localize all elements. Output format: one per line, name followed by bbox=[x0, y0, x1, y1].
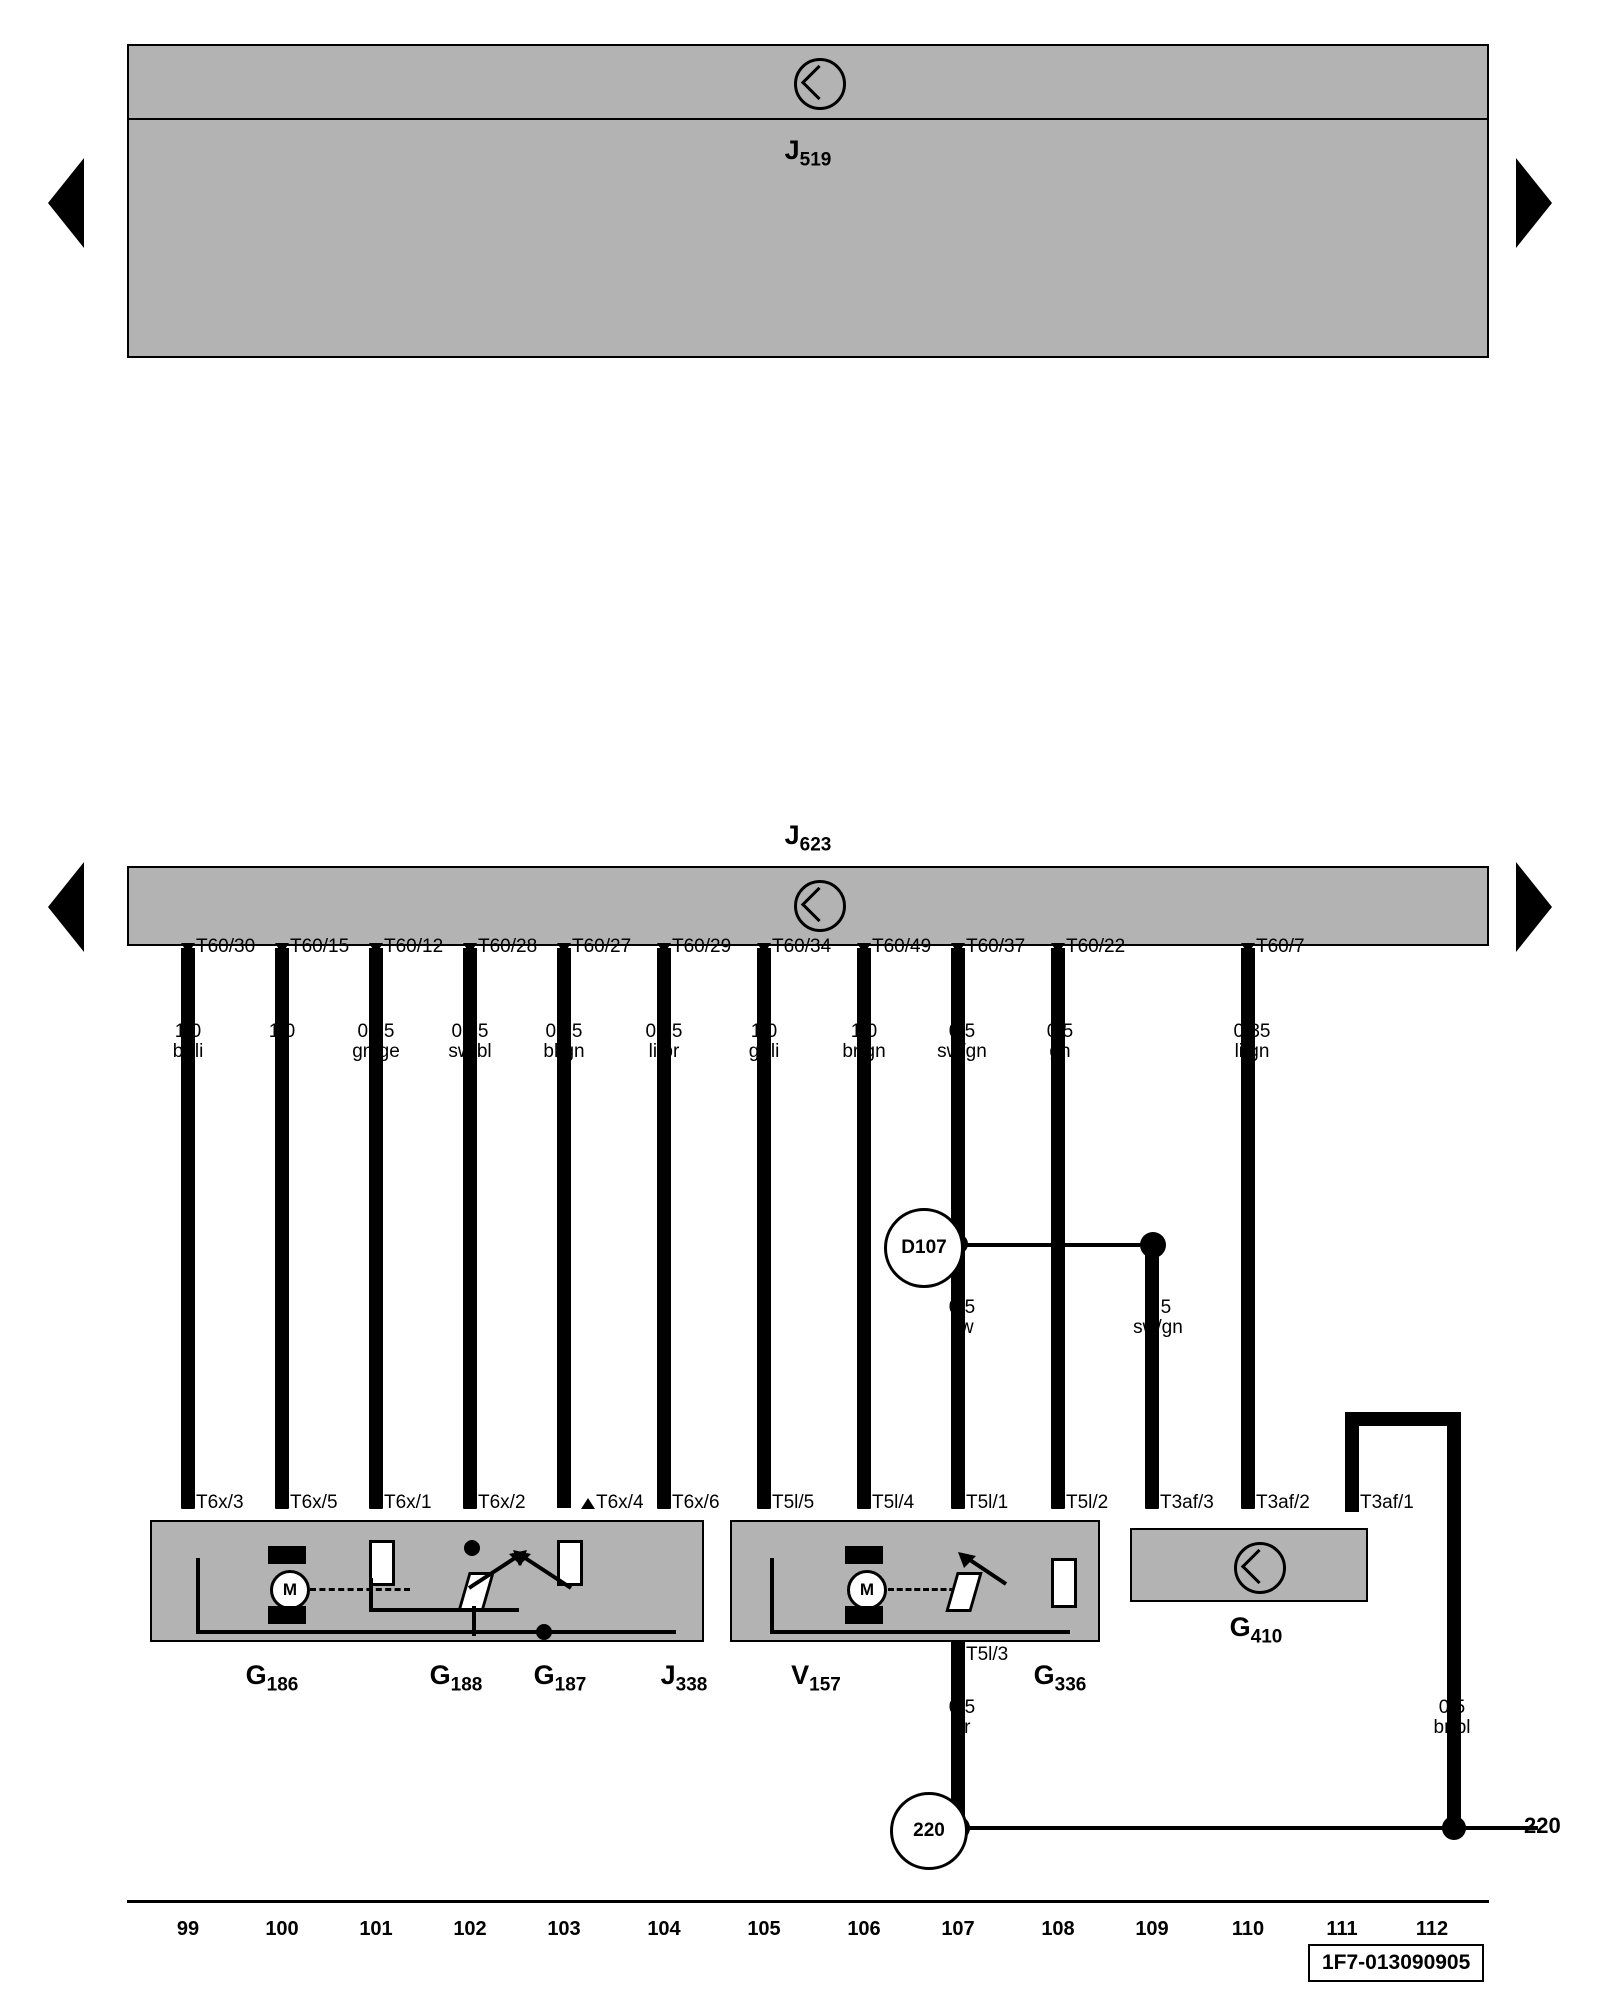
splice-link-line bbox=[945, 1243, 1160, 1247]
wire-spec bbox=[173, 1022, 204, 1062]
module-j623-sub: 623 bbox=[799, 834, 832, 856]
wire-size: 0,5 bbox=[948, 1697, 976, 1718]
wire-spec bbox=[646, 1022, 683, 1062]
internal-link bbox=[196, 1630, 676, 1634]
component-id: V bbox=[791, 1660, 810, 1690]
pin-arrow-icon bbox=[1051, 943, 1065, 954]
ground-point-label: 220 bbox=[913, 1820, 945, 1841]
wire-size: 0,35 bbox=[645, 1021, 683, 1042]
pin-label: T60/15 bbox=[290, 936, 350, 957]
relay-icon bbox=[1234, 1542, 1286, 1594]
motor-terminal bbox=[845, 1546, 883, 1564]
wire-trunk-right bbox=[1447, 1412, 1461, 1832]
footer-number: 101 bbox=[359, 1918, 393, 1940]
wire-color: br/bl bbox=[1433, 1717, 1471, 1738]
wire-color: li bbox=[277, 1041, 287, 1062]
resistor-symbol bbox=[1051, 1558, 1077, 1608]
component-sub: 186 bbox=[266, 1674, 299, 1696]
wire-spec bbox=[448, 1022, 491, 1062]
wire-color: sw bbox=[950, 1317, 974, 1338]
internal-link bbox=[770, 1630, 1070, 1634]
motor-terminal bbox=[845, 1606, 883, 1624]
component-id: G bbox=[245, 1660, 267, 1690]
wire-size: 0,5 bbox=[1438, 1697, 1466, 1718]
ground-ref-right-label: 220 bbox=[1524, 1813, 1561, 1838]
footer-number: 110 bbox=[1231, 1918, 1265, 1940]
footer-number: 112 bbox=[1415, 1918, 1449, 1940]
wire-size: 1,0 bbox=[268, 1021, 296, 1042]
pin-arrow-icon bbox=[181, 1498, 195, 1509]
junction-dot bbox=[536, 1624, 552, 1640]
wire-trunk bbox=[557, 1158, 571, 1508]
pin-arrow-icon bbox=[757, 943, 771, 954]
pin-label: T3af/1 bbox=[1360, 1492, 1414, 1513]
pin-label: T3af/3 bbox=[1160, 1492, 1214, 1513]
wire-trunk bbox=[1051, 948, 1065, 1238]
pin-label: T60/49 bbox=[872, 936, 932, 957]
module-j519-label bbox=[785, 135, 832, 171]
pin-arrow-icon bbox=[757, 1498, 771, 1509]
wire-spec bbox=[1234, 1022, 1271, 1062]
wire-size: 1,0 bbox=[750, 1021, 778, 1042]
wire-color: sw/gn bbox=[1133, 1317, 1183, 1338]
wire-spec-branch bbox=[1133, 1298, 1183, 1338]
pin-label: T60/29 bbox=[672, 936, 732, 957]
pin-arrow-icon bbox=[1241, 1498, 1255, 1509]
pin-arrow-icon bbox=[1345, 1498, 1359, 1509]
component-label-v157 bbox=[791, 1660, 841, 1696]
module-j519-id: J bbox=[784, 135, 800, 165]
component-label-g186 bbox=[246, 1660, 299, 1696]
wire-spec bbox=[352, 1022, 400, 1062]
sensor-arrow-icon bbox=[505, 1548, 575, 1594]
footer-number: 104 bbox=[647, 1918, 681, 1940]
wire-color: li/gn bbox=[1234, 1041, 1270, 1062]
pin-arrow-icon bbox=[657, 1498, 671, 1509]
pin-arrow-icon bbox=[275, 1498, 289, 1509]
ground-point-220 bbox=[890, 1792, 968, 1870]
wire-color: br bbox=[953, 1717, 971, 1738]
pin-arrow-icon bbox=[857, 1498, 871, 1509]
mechanical-link bbox=[310, 1588, 410, 1591]
component-sub: 338 bbox=[675, 1674, 708, 1696]
pin-label: T60/28 bbox=[478, 936, 538, 957]
wire-size: 1,0 bbox=[174, 1021, 202, 1042]
pin-label: T5l/4 bbox=[872, 1492, 915, 1513]
internal-link bbox=[369, 1608, 519, 1612]
motor-terminal bbox=[268, 1606, 306, 1624]
wire-size: 0,5 bbox=[948, 1021, 976, 1042]
module-j623-id: J bbox=[784, 820, 800, 850]
pin-label: T6x/1 bbox=[384, 1492, 432, 1513]
footer-number: 105 bbox=[747, 1918, 781, 1940]
pin-label: T60/27 bbox=[572, 936, 632, 957]
wire-spec bbox=[842, 1022, 885, 1062]
wire-color: li/br bbox=[648, 1041, 680, 1062]
wire-spec-branch bbox=[949, 1298, 975, 1338]
pin-label: T5l/5 bbox=[772, 1492, 815, 1513]
pin-arrow-icon bbox=[951, 943, 965, 954]
pin-arrow-icon bbox=[1241, 943, 1255, 954]
footer-number: 109 bbox=[1135, 1918, 1169, 1940]
wire-color: br/li bbox=[172, 1041, 204, 1062]
wire-spec bbox=[543, 1022, 584, 1062]
wire-spec bbox=[1047, 1022, 1073, 1062]
splice-node-dot bbox=[1140, 1232, 1166, 1258]
component-id: G bbox=[429, 1660, 451, 1690]
motor-terminal bbox=[268, 1546, 306, 1564]
wire-trunk bbox=[1051, 1238, 1065, 1508]
assembly-v157-body bbox=[730, 1520, 1100, 1642]
wire-size: 0,5 bbox=[1144, 1297, 1172, 1318]
pin-arrow-icon bbox=[181, 943, 195, 954]
wire-spec-ground-right bbox=[1434, 1698, 1471, 1738]
wire-size: 1,0 bbox=[850, 1021, 878, 1042]
page-continue-right-top bbox=[1516, 158, 1552, 248]
module-j519-sub: 519 bbox=[799, 149, 832, 171]
wire-trunk-right bbox=[1345, 1412, 1359, 1512]
splice-d107 bbox=[884, 1208, 964, 1288]
component-label-g336 bbox=[1034, 1660, 1087, 1696]
pin-arrow-icon bbox=[275, 943, 289, 954]
pin-label: T3af/2 bbox=[1256, 1492, 1310, 1513]
pin-arrow-icon bbox=[369, 943, 383, 954]
component-sub: 410 bbox=[1250, 1626, 1283, 1648]
wire-size: 0,35 bbox=[357, 1021, 395, 1042]
wire-spec-ground bbox=[949, 1698, 975, 1738]
component-sub: 188 bbox=[450, 1674, 483, 1696]
pin-arrow-icon bbox=[657, 943, 671, 954]
component-sub: 336 bbox=[1054, 1674, 1087, 1696]
component-sub: 157 bbox=[809, 1674, 841, 1696]
motor-icon: M bbox=[270, 1570, 310, 1610]
wire-size: 0,5 bbox=[948, 1297, 976, 1318]
wire-size: 0,35 bbox=[1233, 1021, 1271, 1042]
pin-arrow-icon bbox=[369, 1498, 383, 1509]
footer-number: 108 bbox=[1041, 1918, 1075, 1940]
pin-arrow-icon bbox=[1051, 1498, 1065, 1509]
wire-spec bbox=[937, 1022, 987, 1062]
footer-number: 103 bbox=[547, 1918, 581, 1940]
pin-arrow-icon bbox=[857, 943, 871, 954]
component-id: G bbox=[1033, 1660, 1055, 1690]
component-label-g188 bbox=[430, 1660, 483, 1696]
pin-arrow-icon bbox=[557, 943, 571, 954]
footer-rule bbox=[127, 1900, 1489, 1903]
wire-color: bl/gn bbox=[543, 1041, 585, 1062]
internal-link bbox=[369, 1578, 373, 1610]
wire-spec bbox=[269, 1022, 295, 1062]
relay-icon bbox=[794, 58, 846, 110]
wire-branch-sw-gn bbox=[1145, 1238, 1159, 1508]
splice-d107-label: D107 bbox=[901, 1237, 947, 1258]
component-sub: 187 bbox=[554, 1674, 587, 1696]
wire-color: gn/ge bbox=[352, 1041, 400, 1062]
pin-label: T6x/4 bbox=[596, 1492, 644, 1513]
pin-label: T6x/6 bbox=[672, 1492, 720, 1513]
pin-arrow-icon bbox=[1145, 1498, 1159, 1509]
pin-arrow-icon bbox=[951, 1498, 965, 1509]
junction-dot bbox=[1442, 1816, 1466, 1840]
sensor-arrow-icon bbox=[950, 1548, 1010, 1588]
internal-link bbox=[770, 1558, 774, 1634]
footer-number: 99 bbox=[176, 1918, 200, 1940]
motor-icon: M bbox=[847, 1570, 887, 1610]
pin-label: T5l/1 bbox=[966, 1492, 1009, 1513]
component-id: G bbox=[1229, 1612, 1251, 1642]
module-j623-label bbox=[785, 820, 832, 856]
component-id: G bbox=[533, 1660, 555, 1690]
pin-label: T60/7 bbox=[1256, 936, 1305, 957]
pin-label: T6x/2 bbox=[478, 1492, 526, 1513]
relay-icon bbox=[794, 880, 846, 932]
wire-color: gn bbox=[1049, 1041, 1071, 1062]
pin-label: T60/12 bbox=[384, 936, 444, 957]
pin-label: T60/34 bbox=[772, 936, 832, 957]
wire-color: sw/gn bbox=[937, 1041, 987, 1062]
pin-label: T60/37 bbox=[966, 936, 1026, 957]
sheet-code: 1F7-013090905 bbox=[1308, 1944, 1484, 1982]
pin-arrow-icon bbox=[463, 1498, 477, 1509]
page-continue-left-top bbox=[48, 158, 84, 248]
wire-color: br/gn bbox=[842, 1041, 886, 1062]
footer-number: 111 bbox=[1326, 1918, 1358, 1940]
pin-arrow-icon bbox=[581, 1498, 595, 1509]
pin-label: T60/22 bbox=[1066, 936, 1126, 957]
pin-label: T60/30 bbox=[196, 936, 256, 957]
pin-label: T5l/2 bbox=[1066, 1492, 1109, 1513]
footer-number: 102 bbox=[453, 1918, 487, 1940]
component-label-g410 bbox=[1230, 1612, 1283, 1648]
wire-size: 0,5 bbox=[1046, 1021, 1074, 1042]
footer-number: 107 bbox=[941, 1918, 975, 1940]
component-label-g187 bbox=[534, 1660, 587, 1696]
pin-arrow-icon bbox=[463, 943, 477, 954]
pin-label: T5l/3 bbox=[966, 1644, 1009, 1665]
page-continue-right-mid bbox=[1516, 862, 1552, 952]
wire-color: gr/li bbox=[748, 1041, 780, 1062]
internal-link bbox=[196, 1558, 200, 1634]
wire-spec bbox=[749, 1022, 780, 1062]
wire-trunk-right bbox=[1345, 1412, 1461, 1426]
component-id: J bbox=[660, 1660, 676, 1690]
pin-label: T6x/3 bbox=[196, 1492, 244, 1513]
page-continue-left-mid bbox=[48, 862, 84, 952]
pin-label: T6x/5 bbox=[290, 1492, 338, 1513]
footer-number: 106 bbox=[847, 1918, 881, 1940]
footer-number: 100 bbox=[265, 1918, 299, 1940]
wire-size: 0,35 bbox=[545, 1021, 583, 1042]
component-label-j338 bbox=[661, 1660, 708, 1696]
assembly-j338-body bbox=[150, 1520, 704, 1642]
wire-size: 0,35 bbox=[451, 1021, 489, 1042]
wire-color: sw/bl bbox=[448, 1041, 492, 1062]
pin-arrow-icon bbox=[951, 1650, 965, 1661]
